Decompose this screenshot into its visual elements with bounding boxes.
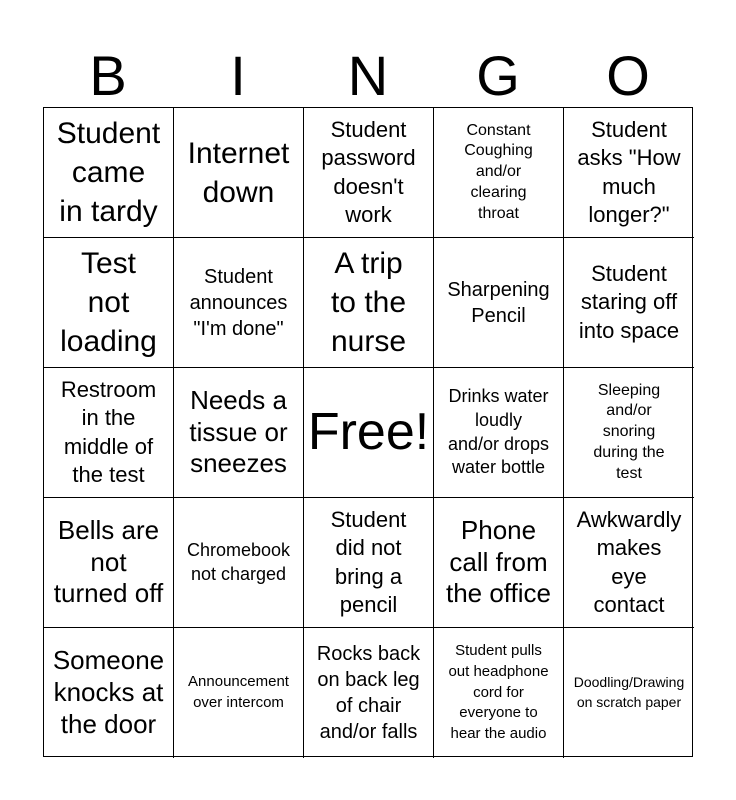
bingo-cell[interactable]: Student came in tardy [44,108,174,238]
bingo-cell[interactable]: Internet down [174,108,304,238]
bingo-cell[interactable]: Sleeping and/or snoring during the test [564,368,694,498]
bingo-board [43,107,693,757]
bingo-cell[interactable]: Student pulls out headphone cord for everyone to hear the audio [434,628,564,758]
free-space[interactable]: Free! [304,368,434,498]
bingo-cell[interactable]: Constant Coughing and/or clearing throat [434,108,564,238]
bingo-cell[interactable]: Student password doesn't work [304,108,434,238]
bingo-cell[interactable]: Student did not bring a pencil [304,498,434,628]
bingo-cell[interactable]: Doodling/Drawing on scratch paper [573,674,685,710]
bingo-header [43,46,693,106]
bingo-cell[interactable]: Rocks back on back leg of chair and/or falls [304,628,434,758]
header-letter-i: I [230,44,246,107]
header-letter-n: N [347,44,389,107]
bingo-cell[interactable]: Drinks water loudly and/or drops water bottle [434,368,564,498]
bingo-cell[interactable]: Someone knocks at the door [44,628,174,758]
bingo-cell[interactable]: Test not loading [44,238,174,368]
header-letter-b: B [89,44,127,107]
bingo-cell[interactable]: Phone call from the office [434,498,564,628]
bingo-cell[interactable]: Bells are not turned off [44,498,174,628]
bingo-cell[interactable]: Needs a tissue or sneezes [174,368,304,498]
bingo-cell[interactable]: Announcement over intercom [174,628,304,758]
bingo-cell[interactable]: Student asks "How much longer?" [564,108,694,238]
bingo-cell[interactable]: Student staring off into space [564,238,694,368]
bingo-cell[interactable]: Chromebook not charged [174,498,304,628]
header-letter-g: G [476,44,520,107]
bingo-cell[interactable]: Restroom in the middle of the test [44,368,174,498]
bingo-cell[interactable]: Sharpening Pencil [434,238,564,368]
bingo-cell[interactable]: Awkwardly makes eye contact [564,498,694,628]
bingo-cell[interactable]: A trip to the nurse [304,238,434,368]
header-letter-o: O [606,44,650,107]
bingo-cell[interactable]: Student announces "I'm done" [174,238,304,368]
